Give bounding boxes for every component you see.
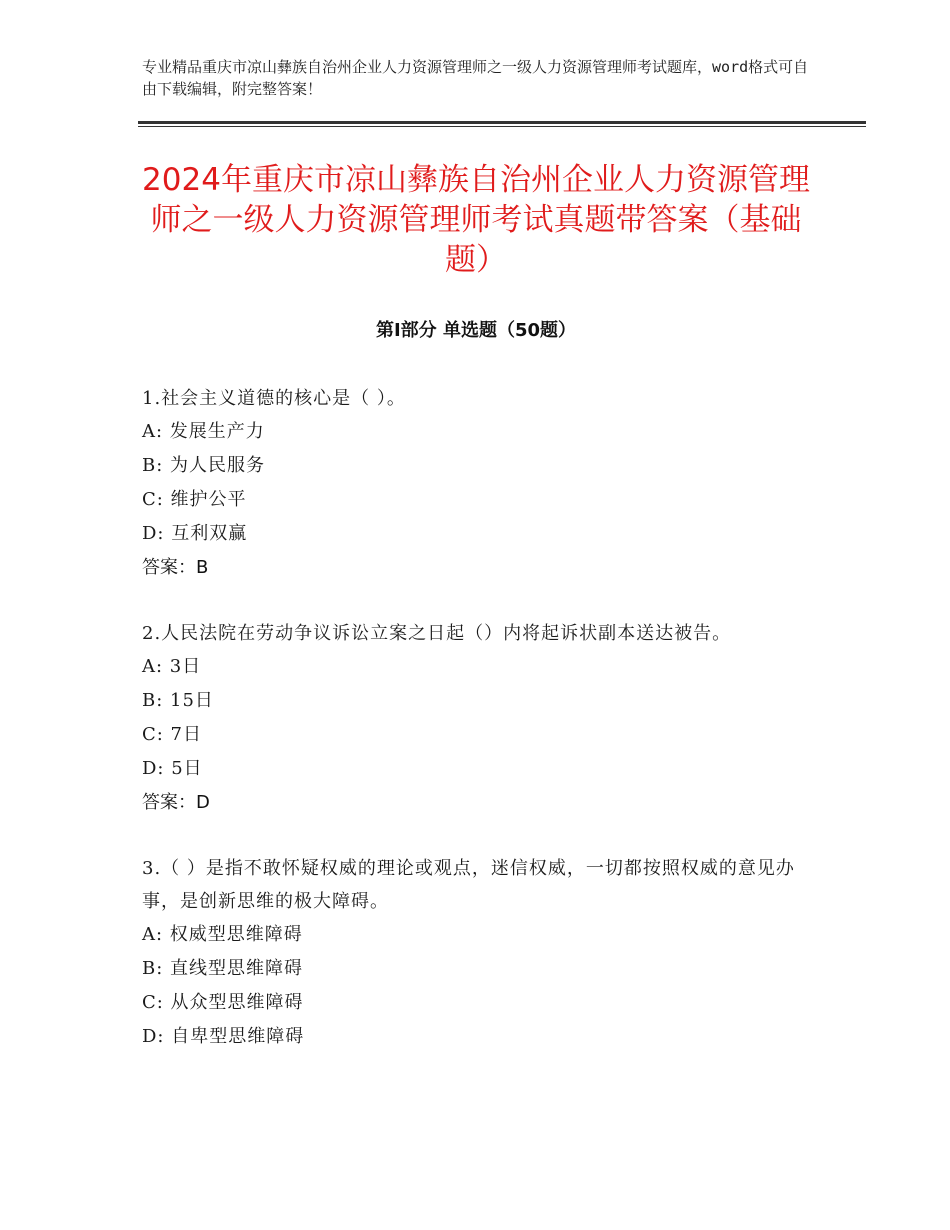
header-rule [138,121,866,124]
option-d: D: 自卑型思维障碍 [142,1026,305,1047]
option-a: A: 3日 [142,656,202,677]
option-c: C: 7日 [142,724,203,745]
question-stem: 1.社会主义道德的核心是（ ）。 [142,388,406,409]
header-note: 专业精品重庆市凉山彝族自治州企业人力资源管理师之一级人力资源管理师考试题库，word格式可自由下载编辑，附完整答案！ [142,58,809,98]
section-title: 第Ⅰ部分 单选题（50题） [375,320,576,341]
question-stem: 2.人民法院在劳动争议诉讼立案之日起（）内将起诉状副本送达被告。 [142,623,732,644]
option-b: B: 为人民服务 [142,455,266,476]
option-a: A: 权威型思维障碍 [142,924,303,945]
answer: 答案：B [142,557,209,578]
option-b: B: 直线型思维障碍 [142,958,304,979]
question-2 [142,617,822,820]
option-d: D: 互利双赢 [142,523,248,544]
option-c: C: 从众型思维障碍 [142,992,304,1013]
option-b: B: 15日 [142,690,214,711]
option-a: A: 发展生产力 [142,421,265,442]
question-list [142,382,822,1086]
question-stem: 3.（ ）是指不敢怀疑权威的理论或观点，迷信权威，一切都按照权威的意见办事，是创新思维的极大障碍。 [142,858,795,912]
answer: 答案：D [142,792,210,813]
option-d: D: 5日 [142,758,203,779]
question-1 [142,382,822,585]
option-c: C: 维护公平 [142,489,247,510]
document-title: 2024年重庆市凉山彝族自治州企业人力资源管理师之一级人力资源管理师考试真题带答案（基础题） [142,162,810,278]
question-3 [142,852,822,1054]
header-rule-thin [138,126,866,127]
